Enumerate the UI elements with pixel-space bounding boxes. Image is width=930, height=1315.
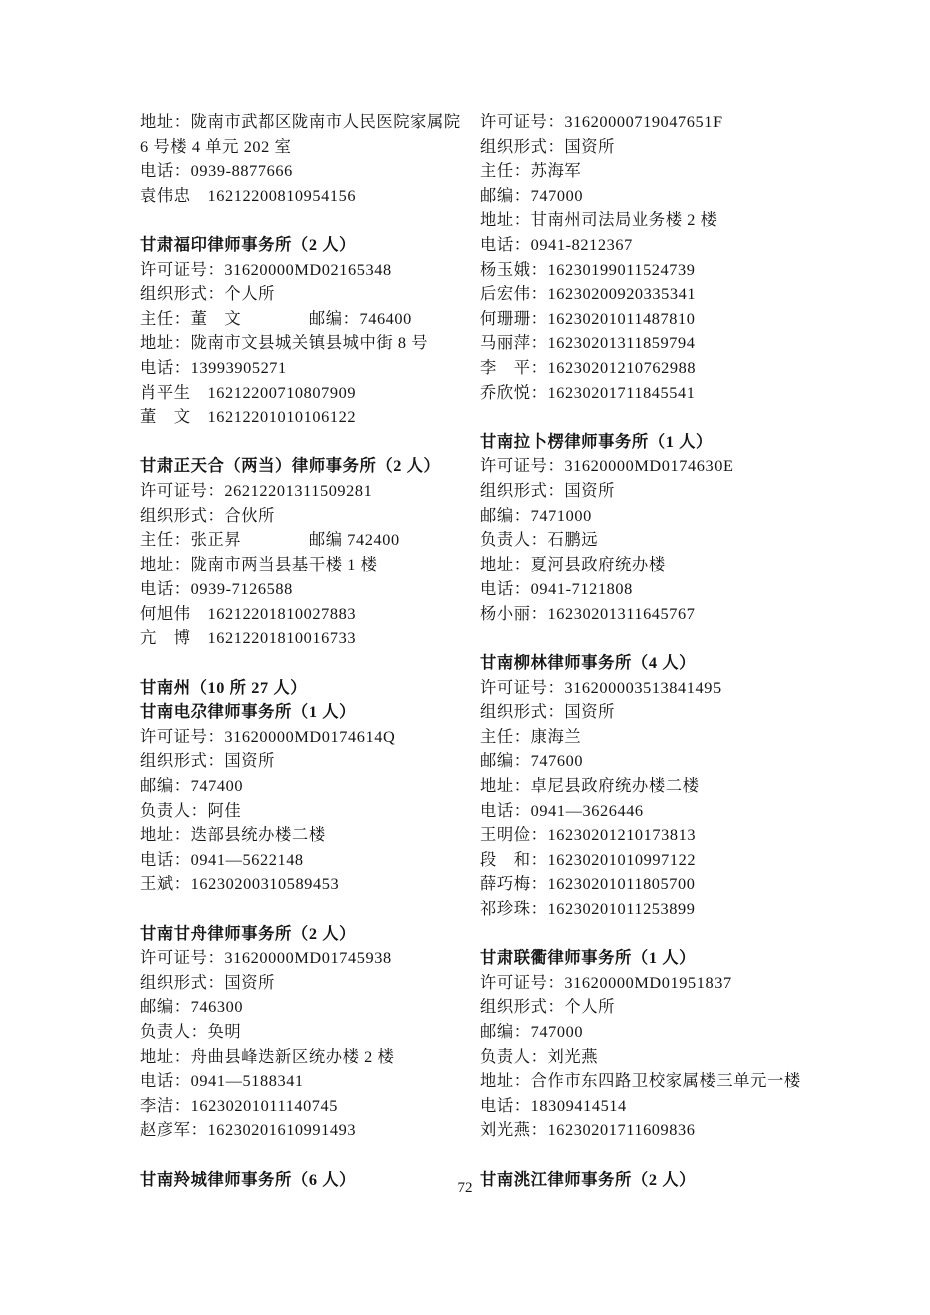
left-text-column <box>140 110 478 1192</box>
text-line: 地址：陇南市武都区陇南市人民医院家属院 <box>140 112 461 131</box>
text-line: 主任：董 文 邮编：746400 <box>140 308 412 328</box>
text-line: 许可证号：31620000MD0174630E <box>480 456 734 476</box>
text-line: 李洁：16230201011140745 <box>140 1095 339 1115</box>
text-line: 电话：0941-8212367 <box>480 234 633 254</box>
text-line: 组织形式：个人所 <box>480 997 616 1017</box>
text-line: 电话：0939-7126588 <box>140 579 293 599</box>
text-line: 肖平生 16212200710807909 <box>140 382 357 402</box>
text-line: 许可证号：31620000MD0174614Q <box>140 726 396 746</box>
text-line: 组织形式：合伙所 <box>140 505 276 525</box>
text-line: 主任：康海兰 <box>480 726 582 746</box>
text-line: 主任：张正昇 邮编 742400 <box>140 530 400 550</box>
page-number: 72 <box>457 1180 473 1196</box>
text-line: 刘光燕：16230201711609836 <box>480 1120 696 1140</box>
text-line: 组织形式：国资所 <box>140 751 276 771</box>
text-line: 负责人：奂明 <box>140 1021 242 1041</box>
text-line: 祁珍珠：16230201011253899 <box>480 899 696 918</box>
text-line: 许可证号：31620000MD01951837 <box>480 972 732 992</box>
text-line: 段 和：16230201010997122 <box>480 849 697 869</box>
text-line: 邮编：747600 <box>480 751 584 771</box>
firm-heading: 甘南洮江律师事务所（2 人） <box>480 1169 696 1189</box>
right-text-column <box>480 110 832 1192</box>
firm-heading: 甘南柳林律师事务所（4 人） <box>480 653 696 673</box>
text-line: 组织形式：个人所 <box>140 284 276 304</box>
text-line: 地址：迭部县统办楼二楼 <box>140 825 326 845</box>
text-line: 电话：18309414514 <box>480 1095 627 1115</box>
text-line: 邮编：747000 <box>480 1021 584 1041</box>
text-line: 地址：舟曲县峰迭新区统办楼 2 楼 <box>140 1046 395 1066</box>
firm-heading: 甘南甘舟律师事务所（2 人） <box>140 923 356 943</box>
text-line: 电话：0941—3626446 <box>480 800 644 820</box>
text-line: 王斌：16230200310589453 <box>140 874 340 894</box>
text-line: 组织形式：国资所 <box>480 702 616 722</box>
entry-block <box>140 922 478 1143</box>
entry-block <box>140 454 478 651</box>
firm-heading: 甘南羚城律师事务所（6 人） <box>140 1169 356 1189</box>
entry-block <box>140 110 478 208</box>
text-line: 地址：夏河县政府统办楼 <box>480 554 666 574</box>
firm-heading: 甘南州（10 所 27 人） <box>140 677 308 697</box>
text-line: 邮编：747000 <box>480 185 584 205</box>
text-line: 组织形式：国资所 <box>140 972 276 992</box>
text-line: 许可证号：31620000MD01745938 <box>140 948 392 968</box>
entry-block <box>480 946 832 1143</box>
firm-heading: 甘肃联衢律师事务所（1 人） <box>480 948 696 968</box>
text-line: 负责人：石鹏远 <box>480 530 599 550</box>
text-line: 马丽萍：16230201311859794 <box>480 333 696 353</box>
text-line: 电话：0939-8877666 <box>140 161 293 181</box>
text-line: 负责人：刘光燕 <box>480 1046 599 1066</box>
text-line: 组织形式：国资所 <box>480 480 616 500</box>
text-line: 邮编：7471000 <box>480 505 592 525</box>
entry-block <box>480 110 832 405</box>
text-line: 杨小丽：16230201311645767 <box>480 603 696 623</box>
text-line: 袁伟忠 16212200810954156 <box>140 185 357 205</box>
text-line: 许可证号：316200003513841495 <box>480 677 722 697</box>
text-line: 杨玉娥：16230199011524739 <box>480 259 696 279</box>
text-line: 地址：卓尼县政府统办楼二楼 <box>480 776 700 796</box>
firm-heading: 甘南电尕律师事务所（1 人） <box>140 702 356 722</box>
text-line: 何旭伟 16212201810027883 <box>140 603 357 623</box>
text-line: 薛巧梅：16230201011805700 <box>480 874 696 894</box>
entry-block <box>140 676 478 897</box>
text-line: 何珊珊：16230201011487810 <box>480 308 696 328</box>
text-line: 地址：陇南市两当县基干楼 1 楼 <box>140 554 378 574</box>
text-line: 李 平：16230201210762988 <box>480 357 697 377</box>
text-line: 6 号楼 4 单元 202 室 <box>140 136 292 156</box>
entry-block <box>480 651 832 922</box>
text-line: 负责人：阿佳 <box>140 800 242 820</box>
text-line: 邮编：747400 <box>140 776 244 796</box>
text-line: 乔欣悦：16230201711845541 <box>480 382 696 402</box>
text-line: 电话：0941—5188341 <box>140 1071 304 1091</box>
text-line: 电话：0941-7121808 <box>480 579 633 599</box>
text-line: 董 文 16212201010106122 <box>140 407 357 427</box>
text-line: 主任：苏海军 <box>480 161 582 181</box>
text-line: 许可证号：31620000719047651F <box>480 112 723 131</box>
firm-heading: 甘南拉卜楞律师事务所（1 人） <box>480 431 713 451</box>
text-line: 地址：甘南州司法局业务楼 2 楼 <box>480 210 718 230</box>
text-line: 后宏伟：16230200920335341 <box>480 284 697 304</box>
text-line: 赵彦军：16230201610991493 <box>140 1120 357 1140</box>
text-line: 许可证号：26212201311509281 <box>140 480 373 500</box>
text-line: 王明俭：16230201210173813 <box>480 825 697 845</box>
text-line: 地址：陇南市文县城关镇县城中街 8 号 <box>140 333 429 353</box>
text-line: 亢 博 16212201810016733 <box>140 628 357 648</box>
entry-block <box>480 430 832 627</box>
text-line: 许可证号：31620000MD02165348 <box>140 259 392 279</box>
text-line: 组织形式：国资所 <box>480 136 616 156</box>
text-line: 地址：合作市东四路卫校家属楼三单元一楼 <box>480 1071 801 1091</box>
text-line: 电话：13993905271 <box>140 357 287 377</box>
firm-heading: 甘肃福印律师事务所（2 人） <box>140 234 356 254</box>
text-line: 邮编：746300 <box>140 997 244 1017</box>
firm-heading: 甘肃正天合（两当）律师事务所（2 人） <box>140 456 441 476</box>
entry-block <box>140 233 478 430</box>
text-line: 电话：0941—5622148 <box>140 849 304 869</box>
